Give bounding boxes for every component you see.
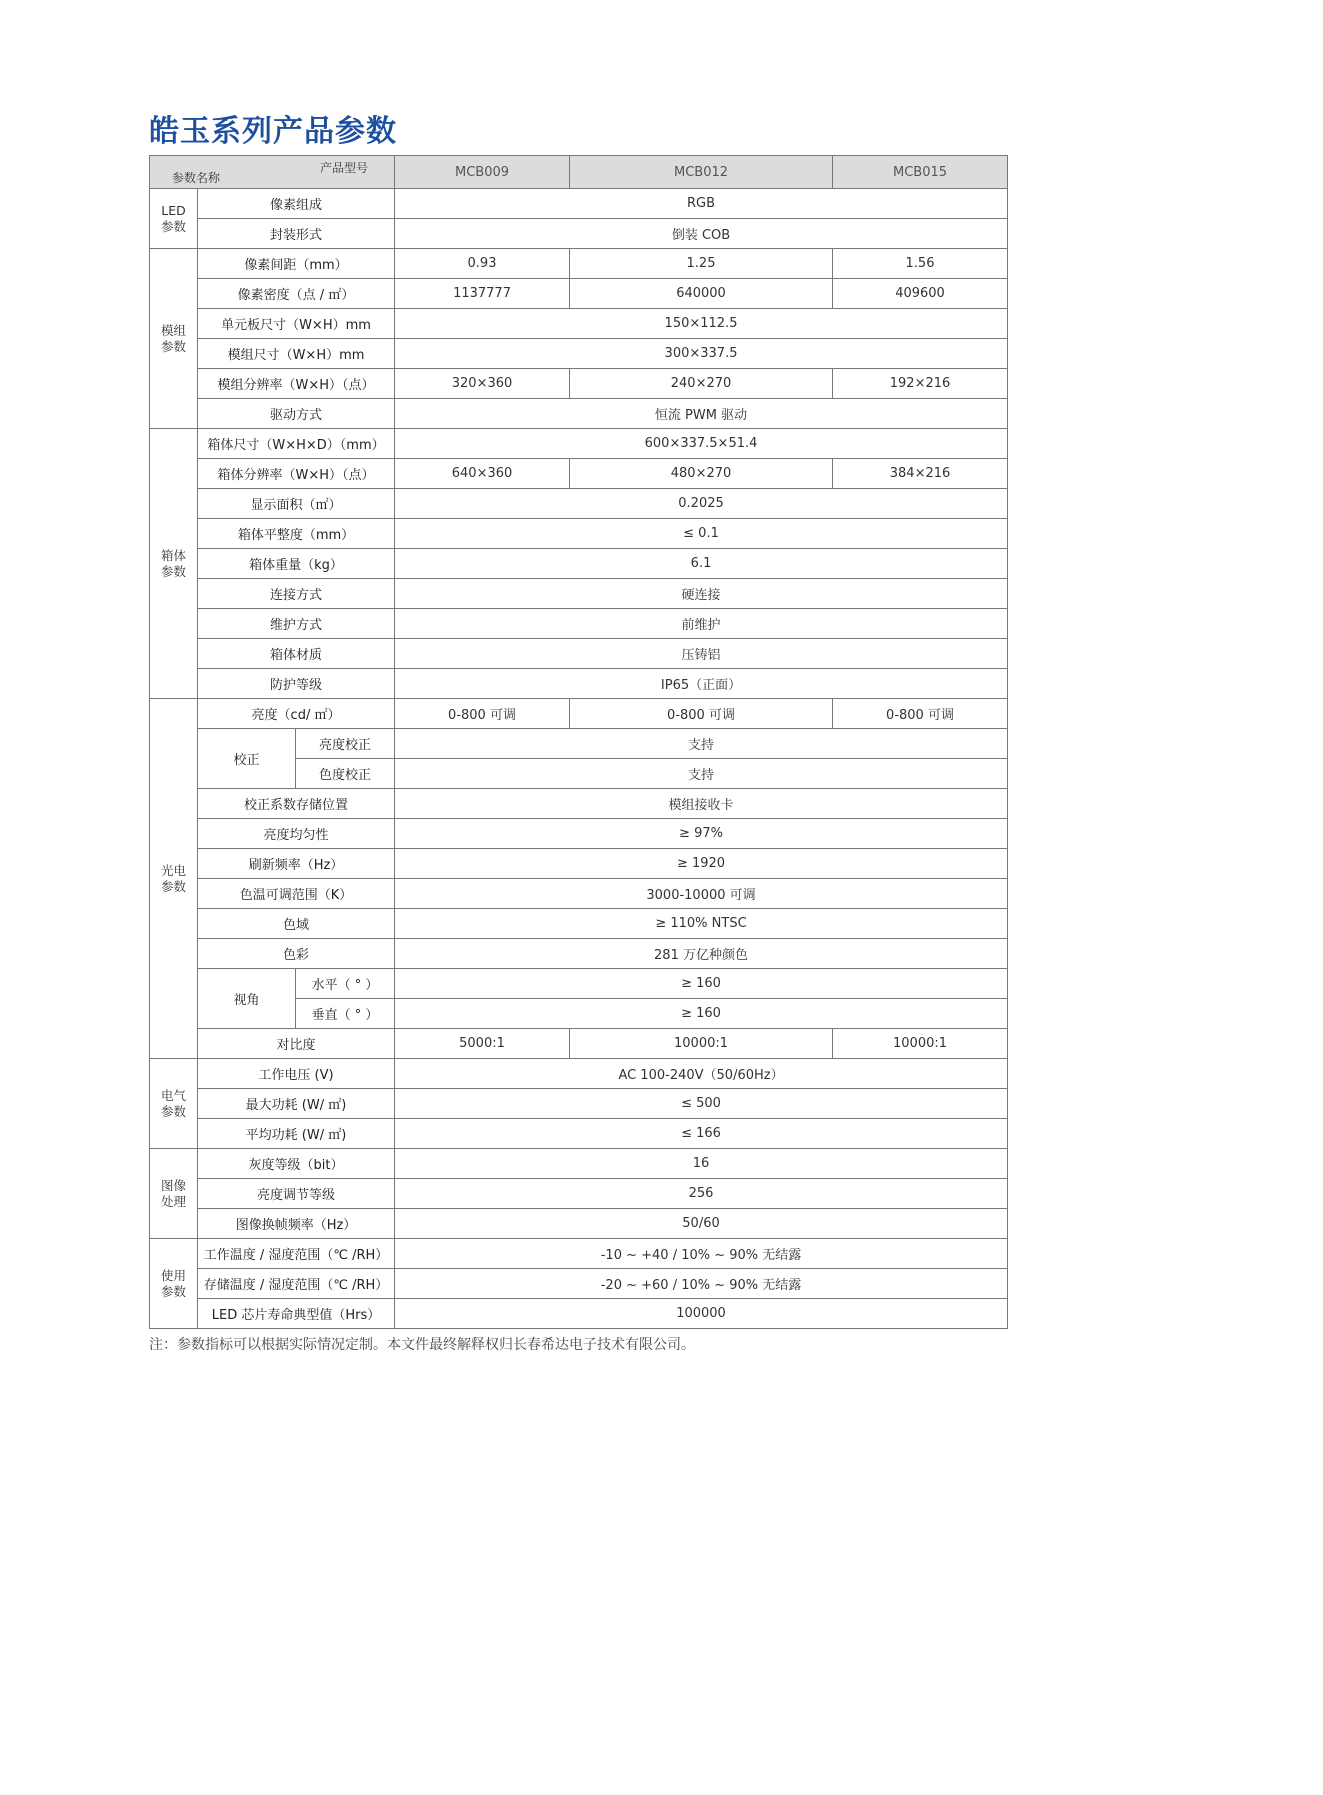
param-name: 色域	[198, 909, 395, 939]
param-value: AC 100-240V（50/60Hz）	[395, 1059, 1008, 1089]
spec-table	[149, 155, 1008, 1329]
table-row	[150, 789, 1008, 819]
group-label	[150, 1239, 198, 1329]
table-row	[150, 1149, 1008, 1179]
param-name: 色温可调范围（K）	[198, 879, 395, 909]
param-name: 封装形式	[198, 219, 395, 249]
param-value: 320×360	[395, 369, 570, 399]
table-row	[150, 1239, 1008, 1269]
param-value: 压铸铝	[395, 639, 1008, 669]
table-row	[150, 1269, 1008, 1299]
table-row	[150, 609, 1008, 639]
param-value: 281 万亿种颜色	[395, 939, 1008, 969]
param-value: 384×216	[833, 459, 1008, 489]
param-name: 亮度均匀性	[198, 819, 395, 849]
param-value: 240×270	[570, 369, 833, 399]
param-value: 192×216	[833, 369, 1008, 399]
param-value: 640000	[570, 279, 833, 309]
sub-param-name: 垂直（ ° ）	[296, 999, 395, 1029]
table-row	[150, 459, 1008, 489]
param-value: 6.1	[395, 549, 1008, 579]
param-name: 对比度	[198, 1029, 395, 1059]
param-name: 存储温度 / 湿度范围（℃ /RH）	[198, 1269, 395, 1299]
table-row	[150, 669, 1008, 699]
param-value: 1.25	[570, 249, 833, 279]
param-value: ≤ 0.1	[395, 519, 1008, 549]
param-value: 256	[395, 1179, 1008, 1209]
param-value: 0-800 可调	[833, 699, 1008, 729]
table-row	[150, 489, 1008, 519]
table-row	[150, 879, 1008, 909]
group-label	[150, 699, 198, 1059]
param-value: 0-800 可调	[570, 699, 833, 729]
param-value: 10000:1	[833, 1029, 1008, 1059]
group-label	[150, 189, 198, 249]
param-name: 校正	[198, 729, 296, 789]
param-name: 刷新频率（Hz）	[198, 849, 395, 879]
param-name: 像素组成	[198, 189, 395, 219]
param-name: 亮度（cd/ ㎡）	[198, 699, 395, 729]
param-value: -20 ~ +60 / 10% ~ 90% 无结露	[395, 1269, 1008, 1299]
table-row	[150, 849, 1008, 879]
table-row	[150, 729, 1008, 759]
table-row	[150, 819, 1008, 849]
param-name: 箱体材质	[198, 639, 395, 669]
group-image: 图像 处理	[160, 1177, 186, 1209]
param-value: 480×270	[570, 459, 833, 489]
sub-param-name: 水平（ ° ）	[296, 969, 395, 999]
param-name: 箱体尺寸（W×H×D）（mm）	[198, 429, 395, 459]
param-name: 箱体重量（kg）	[198, 549, 395, 579]
model-label: 产品型号	[320, 161, 369, 175]
param-value: 150×112.5	[395, 309, 1008, 339]
table-row	[150, 369, 1008, 399]
param-value: 100000	[395, 1299, 1008, 1329]
param-value: ≥ 160	[395, 999, 1008, 1029]
param-name: 最大功耗 (W/ ㎡)	[198, 1089, 395, 1119]
param-name: 视角	[198, 969, 296, 1029]
page-title: 皓玉系列产品参数	[149, 114, 397, 149]
param-value: 支持	[395, 729, 1008, 759]
table-row	[150, 519, 1008, 549]
param-name: 工作电压 (V)	[198, 1059, 395, 1089]
table-row	[150, 399, 1008, 429]
table-row	[150, 1299, 1008, 1329]
table-row	[150, 1029, 1008, 1059]
param-label: 参数名称	[172, 171, 221, 185]
param-value: ≥ 110% NTSC	[395, 909, 1008, 939]
param-name: 箱体分辨率（W×H）（点）	[198, 459, 395, 489]
param-value: 0-800 可调	[395, 699, 570, 729]
param-value: 1137777	[395, 279, 570, 309]
param-name: 模组尺寸（W×H）mm	[198, 339, 395, 369]
table-row	[150, 1119, 1008, 1149]
param-value: 模组接收卡	[395, 789, 1008, 819]
param-value: 0.93	[395, 249, 570, 279]
param-value: ≤ 500	[395, 1089, 1008, 1119]
param-name: 防护等级	[198, 669, 395, 699]
param-name: 亮度调节等级	[198, 1179, 395, 1209]
table-row	[150, 1089, 1008, 1119]
param-value: 50/60	[395, 1209, 1008, 1239]
param-name: 维护方式	[198, 609, 395, 639]
param-name: 像素密度（点 / ㎡）	[198, 279, 395, 309]
param-value: 409600	[833, 279, 1008, 309]
param-name: LED 芯片寿命典型值（Hrs）	[198, 1299, 395, 1329]
table-row	[150, 969, 1008, 999]
table-row	[150, 1209, 1008, 1239]
table-row	[150, 639, 1008, 669]
param-value: IP65（正面）	[395, 669, 1008, 699]
param-value: 恒流 PWM 驱动	[395, 399, 1008, 429]
param-value: 300×337.5	[395, 339, 1008, 369]
table-row	[150, 249, 1008, 279]
sub-param-name: 色度校正	[296, 759, 395, 789]
param-value: ≥ 1920	[395, 849, 1008, 879]
param-value: 3000-10000 可调	[395, 879, 1008, 909]
param-name: 图像换帧频率（Hz）	[198, 1209, 395, 1239]
param-value: 硬连接	[395, 579, 1008, 609]
param-value: 16	[395, 1149, 1008, 1179]
group-usage: 使用 参数	[160, 1267, 186, 1299]
model-header: MCB009	[395, 156, 570, 189]
table-row	[150, 189, 1008, 219]
param-value: 1.56	[833, 249, 1008, 279]
param-name: 单元板尺寸（W×H）mm	[198, 309, 395, 339]
group-led: LED 参数	[160, 202, 186, 234]
param-name: 驱动方式	[198, 399, 395, 429]
table-row	[150, 579, 1008, 609]
param-value: 5000:1	[395, 1029, 570, 1059]
group-label	[150, 1149, 198, 1239]
group-electric: 电气 参数	[160, 1087, 186, 1119]
param-value: 640×360	[395, 459, 570, 489]
table-row	[150, 1059, 1008, 1089]
param-value: ≥ 97%	[395, 819, 1008, 849]
table-row	[150, 309, 1008, 339]
group-label	[150, 1059, 198, 1149]
param-value: 600×337.5×51.4	[395, 429, 1008, 459]
table-row	[150, 699, 1008, 729]
table-row	[150, 939, 1008, 969]
param-value: ≥ 160	[395, 969, 1008, 999]
header-diagonal-cell	[150, 156, 395, 189]
footnote: 注：参数指标可以根据实际情况定制。本文件最终解释权归长春希达电子技术有限公司。	[149, 1337, 695, 1353]
param-name: 显示面积（㎡）	[198, 489, 395, 519]
param-name: 像素间距（mm）	[198, 249, 395, 279]
param-value: -10 ~ +40 / 10% ~ 90% 无结露	[395, 1239, 1008, 1269]
model-header: MCB012	[570, 156, 833, 189]
param-name: 色彩	[198, 939, 395, 969]
table-row	[150, 279, 1008, 309]
group-module: 模组 参数	[160, 322, 186, 354]
model-header: MCB015	[833, 156, 1008, 189]
param-value: 支持	[395, 759, 1008, 789]
table-row	[150, 909, 1008, 939]
param-name: 模组分辨率（W×H）（点）	[198, 369, 395, 399]
group-cabinet: 箱体 参数	[160, 547, 186, 579]
sub-param-name: 亮度校正	[296, 729, 395, 759]
table-row	[150, 339, 1008, 369]
table-row	[150, 1179, 1008, 1209]
group-optical: 光电 参数	[160, 862, 186, 894]
table-row	[150, 429, 1008, 459]
param-name: 箱体平整度（mm）	[198, 519, 395, 549]
param-value: 0.2025	[395, 489, 1008, 519]
param-name: 工作温度 / 湿度范围（℃ /RH）	[198, 1239, 395, 1269]
param-value: RGB	[395, 189, 1008, 219]
param-name: 平均功耗 (W/ ㎡)	[198, 1119, 395, 1149]
table-row	[150, 219, 1008, 249]
param-value: 倒装 COB	[395, 219, 1008, 249]
param-value: ≤ 166	[395, 1119, 1008, 1149]
param-name: 灰度等级（bit）	[198, 1149, 395, 1179]
param-value: 10000:1	[570, 1029, 833, 1059]
param-name: 连接方式	[198, 579, 395, 609]
param-name: 校正系数存储位置	[198, 789, 395, 819]
table-header-row	[150, 156, 1008, 189]
group-label	[150, 429, 198, 699]
param-value: 前维护	[395, 609, 1008, 639]
table-row	[150, 549, 1008, 579]
group-label	[150, 249, 198, 429]
